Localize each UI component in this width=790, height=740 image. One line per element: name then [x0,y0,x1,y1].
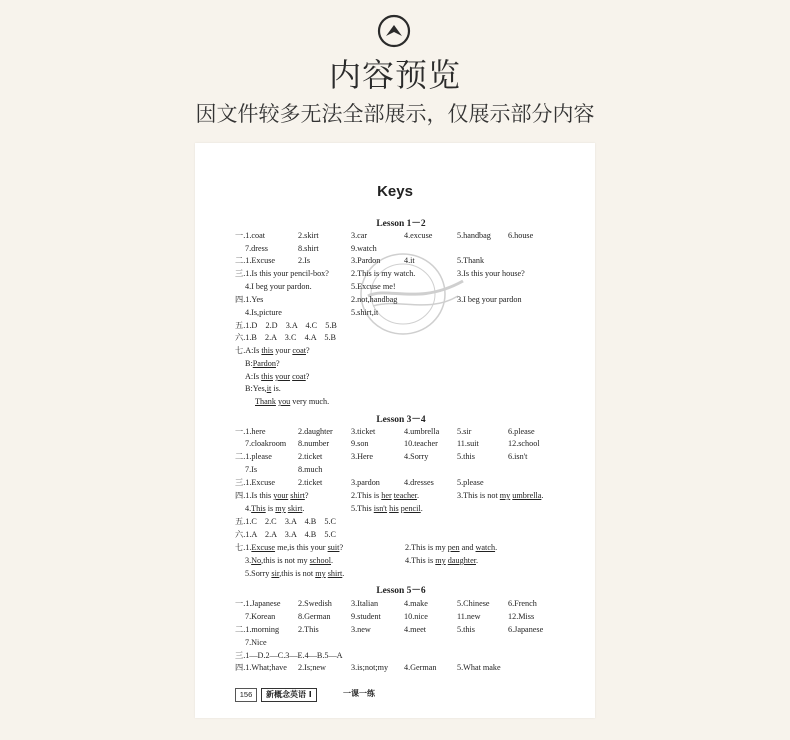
answer-item: 5.This isn't his pencil. [351,504,423,513]
answer-item: 2.This is my watch. [351,269,416,278]
answer-item: 5.this [457,625,475,634]
answer-item: 3.No,this is not my school. [245,556,334,565]
dialogue-line: B:Yes,it is. [245,384,281,393]
answer-item: 一.1.here [235,427,266,436]
lesson-heading: Lesson 1－2 [376,219,426,229]
answer-item: 2.ticket [298,452,323,461]
answer-line: 五.1.D 2.D 3.A 4.C 5.B [235,321,337,330]
answer-item: 9.student [351,612,381,621]
answer-line: 三.1—D.2—C.3—E.4—B.5—A [235,651,343,660]
answer-item: 4.Sorry [404,452,429,461]
answer-item: 5.Thank [457,256,485,265]
answer-item: 5.Sorry sir,this is not my shirt. [245,569,345,578]
answer-item: 5.please [457,478,484,487]
series-title: 一课一练 [343,689,375,698]
answer-item: 3.Here [351,452,374,461]
answer-item: 3.This is not my umbrella. [457,491,544,500]
answer-item: 10.nice [404,612,428,621]
answer-item: 2.This [298,625,319,634]
lesson-heading: Lesson 5－6 [376,586,426,596]
answer-item: 6.house [508,231,534,240]
dialogue-line: B:Pardon? [245,359,280,368]
answer-item: 7.Is [245,465,258,474]
answer-item: 3.is;not;my [351,663,389,672]
answer-item: 3.car [351,231,368,240]
page-subtitle: 因文件较多无法全部展示，仅展示部分内容 [195,102,595,126]
answer-item: 7.cloakroom [245,439,287,448]
answer-item: 2.ticket [298,478,323,487]
answer-line: 六.1.A 2.A 3.A 4.B 5.C [235,530,336,539]
dialogue-line: A:Is this your coat? [245,372,310,381]
lesson-heading: Lesson 3－4 [376,415,426,425]
answer-item: 4.umbrella [404,427,440,436]
answer-item: 3.ticket [351,427,376,436]
answer-item: 5.Excuse me! [351,282,396,291]
answer-item: 6.French [508,599,537,608]
answer-item: 2.Swedish [298,599,332,608]
answer-item: 4.German [404,663,437,672]
answer-item: 3.Is this your house? [457,269,525,278]
dialogue-line: Thank you very much. [255,397,330,406]
answer-line: 五.1.C 2.C 3.A 4.B 5.C [235,517,336,526]
answer-item: 10.teacher [404,439,438,448]
answer-item: 三.1.Excuse [235,478,276,487]
answer-item: 8.German [298,612,331,621]
answer-item: 5.this [457,452,475,461]
answer-item: 四.1.Is this your shirt? [235,491,309,500]
answer-item: 8.number [298,439,330,448]
answer-item: 3.Italian [351,599,379,608]
answer-item: 2.Is [298,256,311,265]
answer-item: 5.sir [457,427,472,436]
answer-item: 一.1.Japanese [235,599,281,608]
answer-item: 8.much [298,465,323,474]
answer-item: 2.not,handbag [351,295,398,304]
answer-item: 5.What make [457,663,501,672]
answer-item: 7.Korean [245,612,276,621]
answer-item: 4.excuse [404,231,433,240]
answer-item: 3.new [351,625,371,634]
answer-item: 二.1.please [235,452,272,461]
answer-item: 12.school [508,439,540,448]
answer-item: 3.I beg your pardon [457,295,522,304]
answer-item: 6.please [508,427,535,436]
answer-item: 二.1.morning [235,625,280,634]
answer-line: 7.Nice [245,638,267,647]
answer-item: 2.skirt [298,231,319,240]
answer-item: 四.1.Yes [235,295,264,304]
answer-item: 7.dress [245,244,268,253]
answer-item: 2.Is;new [298,663,326,672]
answer-item: 3.pardon [351,478,380,487]
answer-item: 4.meet [404,625,427,634]
page-title: 内容预览 [328,56,461,94]
answer-item: 4.it [404,256,415,265]
answer-item: 4.I beg your pardon. [245,282,312,291]
answer-item: 2.daughter [298,427,333,436]
answer-item: 4.This is my daughter. [405,556,479,565]
answer-item: 5.handbag [457,231,491,240]
page-number: 156 [235,688,257,702]
answer-item: 七.1.Excuse me,is this your suit? [235,543,344,552]
answer-item: 三.1.Is this your pencil-box? [235,269,329,278]
answer-item: 6.isn't [508,452,528,461]
doc-title: Keys [377,183,413,200]
answer-line: 六.1.B 2.A 3.C 4.A 5.B [235,333,336,342]
book-title: 新概念英语 Ⅰ [261,688,317,702]
dialogue-line: 七.A:Is this your coat? [235,346,310,355]
page-footer [235,688,435,702]
answer-item: 11.suit [457,439,479,448]
answer-item: 3.Pardon [351,256,381,265]
answer-item: 四.1.What;have [235,663,287,672]
answer-item: 9.watch [351,244,377,253]
answer-item: 2.This is my pen and watch. [405,543,498,552]
answer-item: 2.This is her teacher. [351,491,420,500]
chevron-up-circle-icon[interactable] [377,14,411,48]
answer-item: 8.shirt [298,244,319,253]
answer-item: 4.Is,picture [245,308,282,317]
answer-item: 4.dresses [404,478,434,487]
answer-item: 4.make [404,599,428,608]
answer-item: 一.1.coat [235,231,266,240]
answer-item: 5.shirt,it [351,308,379,317]
document-preview [195,143,595,718]
answer-item: 12.Miss [508,612,535,621]
answer-item: 6.Japanese [508,625,544,634]
answer-item: 4.This is my skirt. [245,504,305,513]
answer-item: 5.Chinese [457,599,490,608]
answer-item: 二.1.Excuse [235,256,276,265]
answer-item: 11.new [457,612,481,621]
answer-item: 9.son [351,439,369,448]
